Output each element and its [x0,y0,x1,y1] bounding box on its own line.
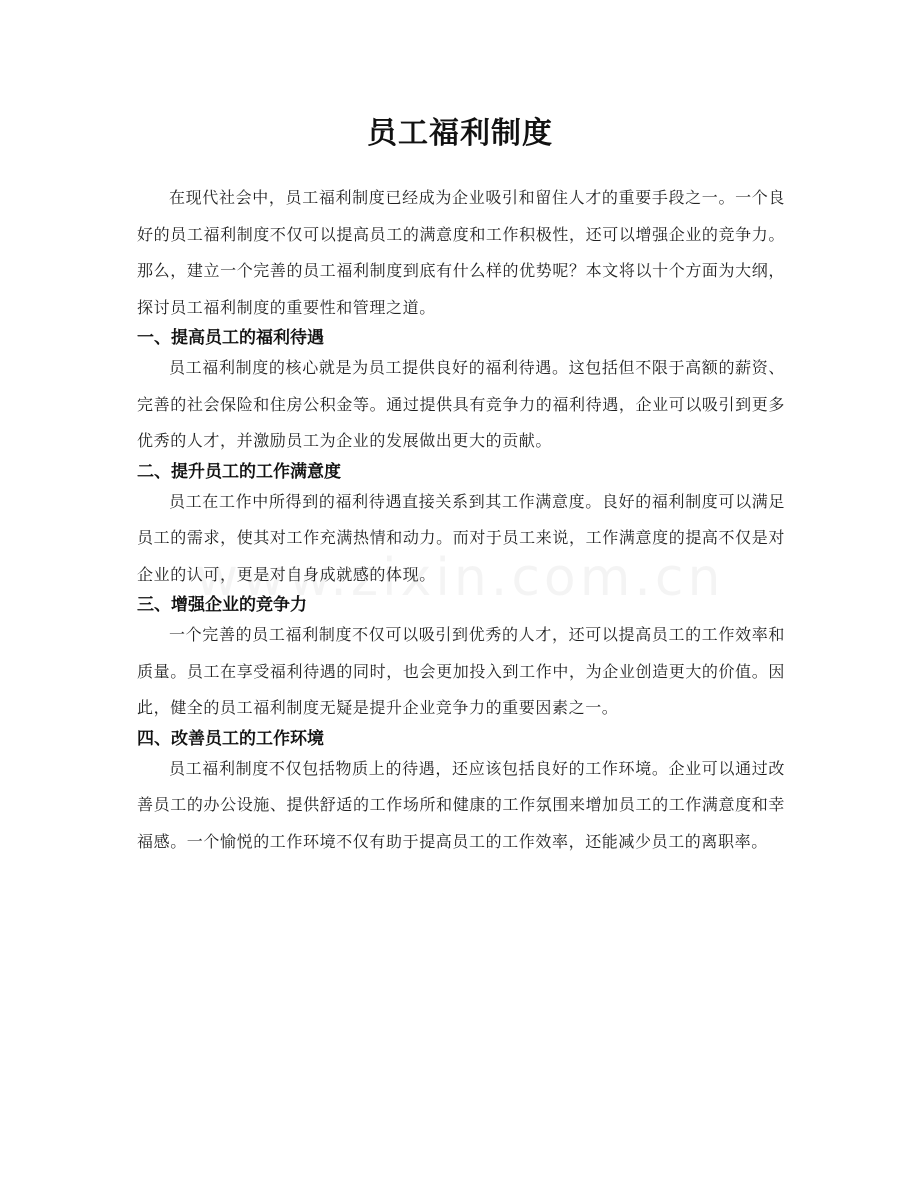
section-paragraph-2: 员工在工作中所得到的福利待遇直接关系到其工作满意度。良好的福利制度可以满足员工的需求，使其对工作充满热情和动力。而对于员工来说，工作满意度的提高不仅是对企业的认可，更是对自身成就感的体现。 [137,491,785,584]
document-title: 员工福利制度 [367,116,553,151]
section-heading-3: 三、增强企业的竞争力 [137,595,307,615]
section-heading-1: 一、提高员工的福利待遇 [137,328,324,348]
intro-paragraph: 在现代社会中，员工福利制度已经成为企业吸引和留住人才的重要手段之一。一个良好的员工福利制度不仅可以提高员工的满意度和工作积极性，还可以增强企业的竞争力。那么，建立一个完善的员工福利制度到底有什么样的优势呢？本文将以十个方面为大纲，探讨员工福利制度的重要性和管理之道。 [137,188,785,317]
document-body [137,180,785,860]
section-heading-2: 二、提升员工的工作满意度 [137,461,341,482]
section-heading-4: 四、改善员工的工作环境 [137,728,324,749]
section-paragraph-4: 员工福利制度不仅包括物质上的待遇，还应该包括良好的工作环境。企业可以通过改善员工的办公设施、提供舒适的工作场所和健康的工作氛围来增加员工的工作满意度和幸福感。一个愉悦的工作环境不仅有助于提高员工的工作效率，还能减少员工的离职率。 [137,758,785,851]
section-paragraph-3: 一个完善的员工福利制度不仅可以吸引到优秀的人才，还可以提高员工的工作效率和质量。员工在享受福利待遇的同时，也会更加投入到工作中，为企业创造更大的价值。因此，健全的员工福利制度无疑是提升企业竞争力的重要因素之一。 [137,625,785,717]
section-paragraph-1: 员工福利制度的核心就是为员工提供良好的福利待遇。这包括但不限于高额的薪资、完善的社会保险和住房公积金等。通过提供具有竞争力的福利待遇，企业可以吸引到更多优秀的人才，并激励员工为企业的发展做出更大的贡献。 [137,358,785,450]
